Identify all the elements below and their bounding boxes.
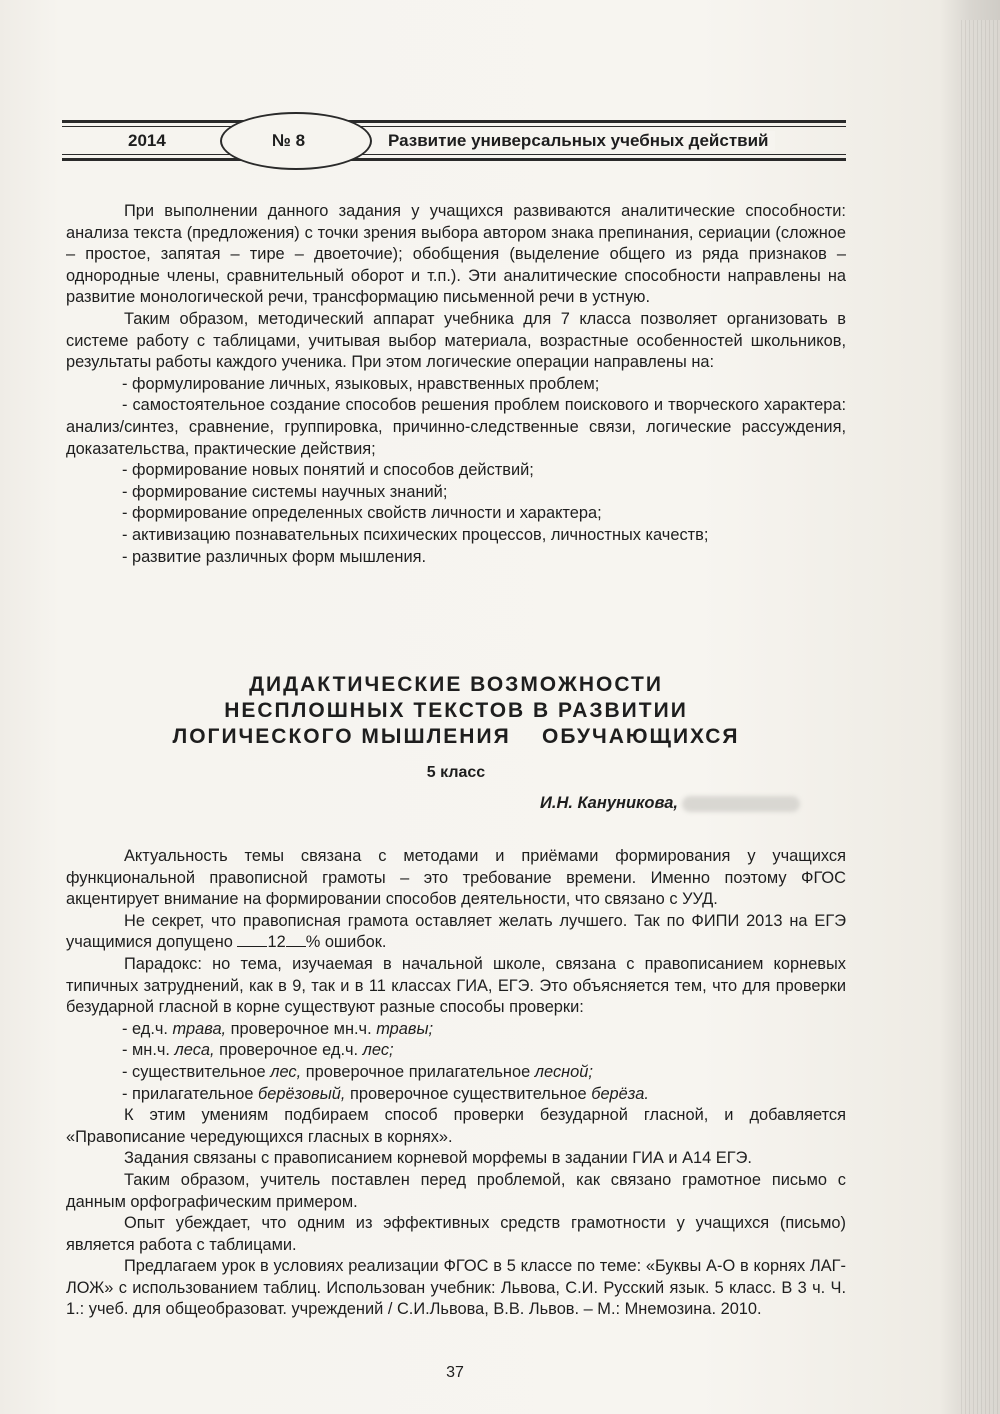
paragraph: К этим умениям подбираем способ проверки безударной гласной, и добавляется «Правописание чередующихся гласных в корнях». <box>66 1106 846 1146</box>
author <box>540 794 800 813</box>
example-word: травы; <box>376 1019 434 1038</box>
check-item <box>66 1019 846 1041</box>
paragraph <box>66 911 846 954</box>
intro-section <box>66 201 846 568</box>
list-item: - формирование новых понятий и способов действий; <box>122 461 534 480</box>
header-year: 2014 <box>122 131 172 151</box>
author-name: И.Н. Кануникова, <box>540 794 678 812</box>
paragraph: Таким образом, методический аппарат учебника для 7 класса позволяет организовать в системе работу с таблицами, учитывая выбор материала, возрастные особенностей школьников, результаты работы каждого ученика. При этом логические операции направлены на: <box>66 309 846 372</box>
list-item: - формирование системы научных знаний; <box>122 482 448 501</box>
header-title: Развитие универсальных учебных действий <box>382 131 775 151</box>
text-span: Не секрет, что правописная грамота оставляет желать лучшего. Так по ФИПИ 2013 на ЕГЭ учащимися допущено <box>66 911 846 952</box>
text-span: проверочное мн.ч. <box>226 1019 377 1038</box>
example-word: леса, <box>174 1041 215 1060</box>
check-item <box>66 1040 846 1062</box>
paragraph: Предлагаем урок в условиях реализации ФГОС в 5 классе по теме: «Буквы А-О в корнях ЛАГ-ЛОЖ» с использованием таблиц. Использован учебник: Львова, С.И. Русский язык. 5 класс. В 3 ч. Ч. 1.: учеб. для общеобразоват. учреждений / С.И.Львова, В.В. Львов. – М.: Мнемозина. 2010. <box>66 1257 846 1319</box>
article-title-line: ДИДАКТИЧЕСКИЕ ВОЗМОЖНОСТИ <box>249 673 663 696</box>
text-span: проверочное ед.ч. <box>214 1041 363 1060</box>
article-title <box>66 672 846 750</box>
list-item: - формулирование личных, языковых, нравственных проблем; <box>122 374 600 393</box>
article-title-line: НЕСПЛОШНЫХ ТЕКСТОВ В РАЗВИТИИ <box>224 699 688 722</box>
text-span: - ед.ч. <box>122 1019 173 1038</box>
example-word: берёзовый, <box>258 1084 346 1103</box>
page-number: 37 <box>446 1364 464 1381</box>
header-rule <box>62 154 846 155</box>
list-item: - активизацию познавательных психических процессов, личностных качеств; <box>122 525 709 544</box>
list-item: - развитие различных форм мышления. <box>122 547 427 566</box>
paragraph: Задания связаны с правописанием корневой морфемы в задании ГИА и А14 ЕГЭ. <box>124 1149 752 1168</box>
check-item <box>66 1084 846 1106</box>
text-span: - мн.ч. <box>122 1041 175 1060</box>
paragraph: Таким образом, учитель поставлен перед проблемой, как связано грамотное письмо с данным орфографическим примером. <box>66 1170 846 1211</box>
header-rule <box>62 126 846 127</box>
paragraph: При выполнении данного задания у учащихся развиваются аналитические способности: анализа текста (предложения) с точки зрения выбора автором знака препинания, сериации (сложное – простое, запятая – тире – двоеточие); обобщения (выделение общего из ряда признаков – однородные члены, сравнительный оборот и т.п.). Эти аналитические способности направлены на развитие монологической речи, трансформацию письменной речи в устную. <box>66 202 846 307</box>
page-edge <box>958 20 1000 1414</box>
text-span: проверочное прилагательное <box>301 1062 535 1081</box>
text-span: - прилагательное <box>122 1084 259 1103</box>
example-word: трава, <box>172 1019 227 1038</box>
running-header <box>62 112 846 166</box>
check-item <box>66 1062 846 1084</box>
error-percent-value: 12 <box>267 933 286 952</box>
header-rule <box>62 120 846 123</box>
text-span: проверочное существительное <box>345 1084 592 1103</box>
example-word: берёза. <box>591 1084 649 1103</box>
paragraph: Актуальность темы связана с методами и приёмами формирования у учащихся функциональной правописной грамоты – это требование времени. Именно поэтому ФГОС акцентирует внимание на формировании способов деятельности, что связано с УУД. <box>66 847 846 909</box>
underline-blank <box>237 932 267 947</box>
grade-label: 5 класс <box>426 764 486 781</box>
header-issue: № 8 <box>272 131 306 150</box>
article-title-line: ЛОГИЧЕСКОГО МЫШЛЕНИЯ ОБУЧАЮЩИХСЯ <box>172 725 740 748</box>
text-span: % ошибок. <box>305 933 387 952</box>
paragraph: Опыт убеждает, что одним из эффективных средств грамотности у учащихся (письмо) является работа с таблицами. <box>66 1214 846 1254</box>
list-item: - самостоятельное создание способов решения проблем поискового и творческого характера: анализ/синтез, сравнение, группировка, причинно-следственные связи, логические рассуждения, доказательства, практические действия; <box>66 396 846 458</box>
article-body <box>66 846 846 1321</box>
redacted-blur <box>682 796 800 812</box>
text-span: - существительное <box>122 1062 271 1081</box>
example-word: лес, <box>270 1062 302 1081</box>
paragraph: Парадокс: но тема, изучаемая в начальной школе, связана с правописанием корневых типичных затруднений, как в 9, так и в 11 классах ГИА, ЕГЭ. Это объясняется тем, что для проверки безударной гласной в корне существуют разные способы проверки: <box>66 954 846 1017</box>
header-rule <box>62 158 846 161</box>
example-word: лес; <box>362 1041 394 1060</box>
list-item: - формирование определенных свойств личности и характера; <box>122 504 602 523</box>
underline-blank <box>286 932 306 947</box>
example-word: лесной; <box>534 1062 593 1081</box>
